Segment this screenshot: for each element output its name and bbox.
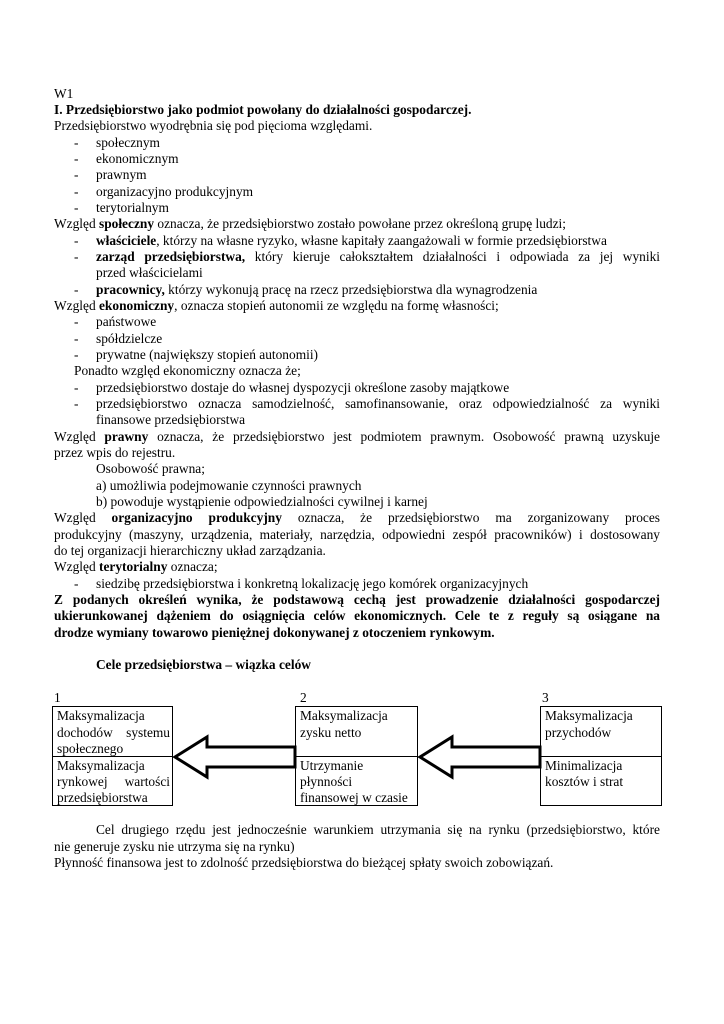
goal-text: Maksymalizacja	[57, 758, 145, 773]
goal-text: dochodów systemu	[57, 725, 170, 740]
bullet-dash: -	[74, 576, 79, 591]
paragraph: Cel drugiego rzędu jest jednocześnie warunkiem utrzymania się na rynku (przedsiębiorstwo, które	[96, 822, 660, 837]
goal-text: płynności	[300, 774, 353, 789]
list-item: terytorialnym	[96, 200, 169, 215]
bullet-dash: -	[74, 233, 79, 248]
list-item: b) powoduje wystąpienie odpowiedzialności cywilnej i karnej	[96, 494, 428, 509]
bullet-dash: -	[74, 380, 79, 395]
list-item-cont: finansowe przedsiębiorstwa	[96, 412, 246, 427]
list-item: właściciele, którzy na własne ryzyko, własne kapitały zaangażowali w formie przedsiębiorstwa	[96, 233, 607, 248]
goal-text: Minimalizacja	[545, 758, 623, 773]
bullet-dash: -	[74, 151, 79, 166]
goal-text: finansowej w czasie	[300, 790, 408, 805]
left-arrow-icon	[175, 737, 295, 777]
list-item: a) umożliwia podejmowanie czynności prawnych	[96, 478, 362, 493]
goal-text: społecznego	[57, 741, 124, 756]
conclusion-text: Z podanych określeń wynika, że podstawową cechą jest prowadzenie działalności gospodarczej	[54, 592, 660, 607]
org-text: produkcyjny (maszyny, urządzenia, materiały, narzędzia, odpowiedni zespół pracowników) i dostosowany	[54, 527, 660, 542]
section-code: W1	[54, 86, 74, 101]
goal-number: 1	[54, 690, 61, 705]
bullet-dash: -	[74, 396, 79, 411]
left-arrow-icon	[420, 737, 540, 777]
org-text: do tej organizacji hierarchiczny układ zarządzania.	[54, 543, 326, 558]
goal-text: Maksymalizacja	[57, 708, 145, 723]
conclusion-text: drodze wymiany towarowo pieniężnej dokonywanej z otoczeniem rynkowym.	[54, 625, 495, 640]
intro-text: Przedsiębiorstwo wyodrębnia się pod pięcioma względami.	[54, 118, 373, 133]
list-item: zarząd przedsiębiorstwa, który kieruje całokształtem działalności i odpowiada za jej wyniki	[96, 249, 660, 264]
bullet-dash: -	[74, 347, 79, 362]
goals-title: Cele przedsiębiorstwa – wiązka celów	[96, 657, 311, 672]
legal-cont: przez wpis do rejestru.	[54, 445, 176, 460]
bullet-dash: -	[74, 249, 79, 264]
list-item: organizacyjno produkcyjnym	[96, 184, 254, 199]
paragraph: nie generuje zysku nie utrzyma się na rynku)	[54, 839, 295, 854]
bullet-dash: -	[74, 314, 79, 329]
bullet-dash: -	[74, 167, 79, 182]
bullet-dash: -	[74, 184, 79, 199]
bullet-dash: -	[74, 282, 79, 297]
legal-sub: Osobowość prawna;	[96, 461, 205, 476]
economic-heading: Względ ekonomiczny, oznacza stopień autonomii ze względu na formę własności;	[54, 298, 499, 313]
list-item: ekonomicznym	[96, 151, 179, 166]
list-item: prawnym	[96, 167, 147, 182]
bullet-dash: -	[74, 135, 79, 150]
list-item: siedzibę przedsiębiorstwa i konkretną lokalizację jego komórek organizacyjnych	[96, 576, 529, 591]
social-heading: Względ społeczny oznacza, że przedsiębiorstwo zostało powołane przez określoną grupę ludzi;	[54, 216, 566, 231]
terr-heading: Względ terytorialny oznacza;	[54, 559, 218, 574]
goal-text: kosztów i strat	[545, 774, 624, 789]
paragraph: Płynność finansowa jest to zdolność przedsiębiorstwa do bieżącej spłaty swoich zobowiązań.	[54, 855, 554, 870]
conclusion-text: ukierunkowanej dążeniem do osiągnięcia celów ekonomicznych. Cele te z reguły są osiągane na	[54, 608, 660, 623]
goal-text: przychodów	[545, 725, 612, 740]
list-item: spółdzielcze	[96, 331, 163, 346]
list-item: społecznym	[96, 135, 160, 150]
list-item: przedsiębiorstwo oznacza samodzielność, samofinansowanie, oraz odpowiedzialność za wyniki	[96, 396, 660, 411]
list-item: prywatne (największy stopień autonomii)	[96, 347, 319, 362]
goal-text: przedsiębiorstwa	[57, 790, 148, 805]
economic-more: Ponadto względ ekonomiczny oznacza że;	[74, 363, 301, 378]
list-item: pracownicy, którzy wykonują pracę na rzecz przedsiębiorstwa dla wynagrodzenia	[96, 282, 538, 297]
bullet-dash: -	[74, 331, 79, 346]
goal-number: 2	[300, 690, 307, 705]
goal-text: rynkowej wartości	[57, 774, 170, 789]
goal-number: 3	[542, 690, 549, 705]
bullet-dash: -	[74, 200, 79, 215]
goal-text: Maksymalizacja	[300, 708, 388, 723]
list-item: państwowe	[96, 314, 157, 329]
goal-text: Maksymalizacja	[545, 708, 633, 723]
list-item-cont: przed właścicielami	[96, 265, 203, 280]
list-item: przedsiębiorstwo dostaje do własnej dyspozycji określone zasoby majątkowe	[96, 380, 510, 395]
goal-text: zysku netto	[300, 725, 362, 740]
goal-text: Utrzymanie	[300, 758, 364, 773]
org-heading: Względ organizacyjno produkcyjny oznacza, że przedsiębiorstwo ma zorganizowany proces	[54, 510, 660, 525]
legal-heading: Względ prawny oznacza, że przedsiębiorstwo jest podmiotem prawnym. Osobowość prawną uzyskuje	[54, 429, 660, 444]
section-title: I. Przedsiębiorstwo jako podmiot powołany do działalności gospodarczej.	[54, 102, 472, 117]
